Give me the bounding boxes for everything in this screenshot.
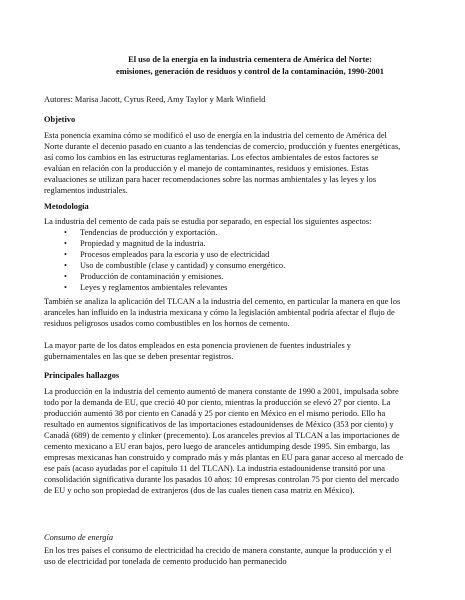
metodologia-paragraph-2: También se analiza la aplicación del TLCAN a la industria del cemento, en particular la manera en que los aranceles han influido en la industria mexicana y cómo la legislación ambiental podría afectar el flujo de residuos peligrosos usados como combustibles en los hornos de cemento. xyxy=(44,297,401,328)
list-item: • Uso de combustible (clase y cantidad) y consumo energético. xyxy=(44,260,374,271)
metodologia-intro: La industria del cemento de cada país se estudia por separado, en especial los siguientes aspectos: xyxy=(44,217,372,226)
title-line-1: El uso de la energía en la industria cementera de América del Norte: xyxy=(128,55,372,64)
list-item: • Procesos empleados para la escoria y uso de electricidad xyxy=(44,249,374,260)
section-heading-metodologia: Metodología xyxy=(44,202,89,211)
section-heading-hallazgos: Principales hallazgos xyxy=(44,371,120,380)
authors-line: Autores: Marisa Jacott, Cyrus Reed, Amy Taylor y Mark Winfield xyxy=(44,95,266,104)
metodologia-list xyxy=(44,227,374,293)
list-item: • Propiedad y magnitud de la industria. xyxy=(44,238,374,249)
consumo-paragraph: En los tres países el consumo de electricidad ha crecido de manera constante, aunque la producción y el uso de electricidad por tonelada de cemento producido han permanecido xyxy=(44,546,392,566)
document-title xyxy=(60,54,440,78)
list-item: • Leyes y reglamentos ambientales relevantes xyxy=(44,282,374,293)
metodologia-paragraph-3: La mayor parte de los datos empleados en esta ponencia provienen de fuentes industriales y gubernamentales en las que se deben presentar registros. xyxy=(44,341,351,361)
subheading-consumo-energia: Consumo de energía xyxy=(44,533,114,542)
hallazgos-paragraph: La producción en la industria del cemento aumentó de manera constante de 1990 a 2001, impulsada sobre todo por la demanda de EU, que creció 40 por ciento, mientras la producción se elevó 27 por ciento. La producción aumentó 38 por ciento en Canadá y 25 por ciento en México en el mismo periodo. Ello ha resultado en aumentos significativos de las importaciones estadounidenses de México (353 por ciento) y Canadá (689) de cemento y clinker (precemento). Los aranceles previos al TLCAN a las importaciones de cemento mexicano a EU eran bajos, pero luego de aranceles antidumping desde 1995. Sin embargo, las empresas mexicanas han construido y comprado más y más plantas en EU para ganar acceso al mercado de ese país (acaso ayudadas por el capítulo 11 del TLCAN). La industria estadounidense transitó por una consolidación significativa durante los pasados 10 años: 10 empresas controlan 75 por ciento del mercado de EU y ocho son propiedad de extranjeros (dos de las cuales tienen casa matriz en México). xyxy=(44,387,404,495)
section-heading-objetivo: Objetivo xyxy=(44,115,76,124)
list-item: • Producción de contaminación y emisiones. xyxy=(44,271,374,282)
list-item: • Tendencias de producción y exportación. xyxy=(44,227,374,238)
title-line-2: emisiones, generación de residuos y control de la contaminación, 1990-2001 xyxy=(116,67,384,76)
objetivo-paragraph: Esta ponencia examina cómo se modificó el uso de energía en la industria del cemento de América del Norte durante el decenio pasado en cuanto a las tendencias de comercio, producción y fuentes energéticas, así como los cambios en las estructuras reglamentarias. Los efectos ambientales de estos factores se evalúan en relación con la producción y el manejo de contaminantes, residuos y emisiones. Estas evaluaciones se utilizan para hacer recomendaciones sobre las normas ambientales y las leyes y los reglamentos industriales. xyxy=(44,131,401,195)
